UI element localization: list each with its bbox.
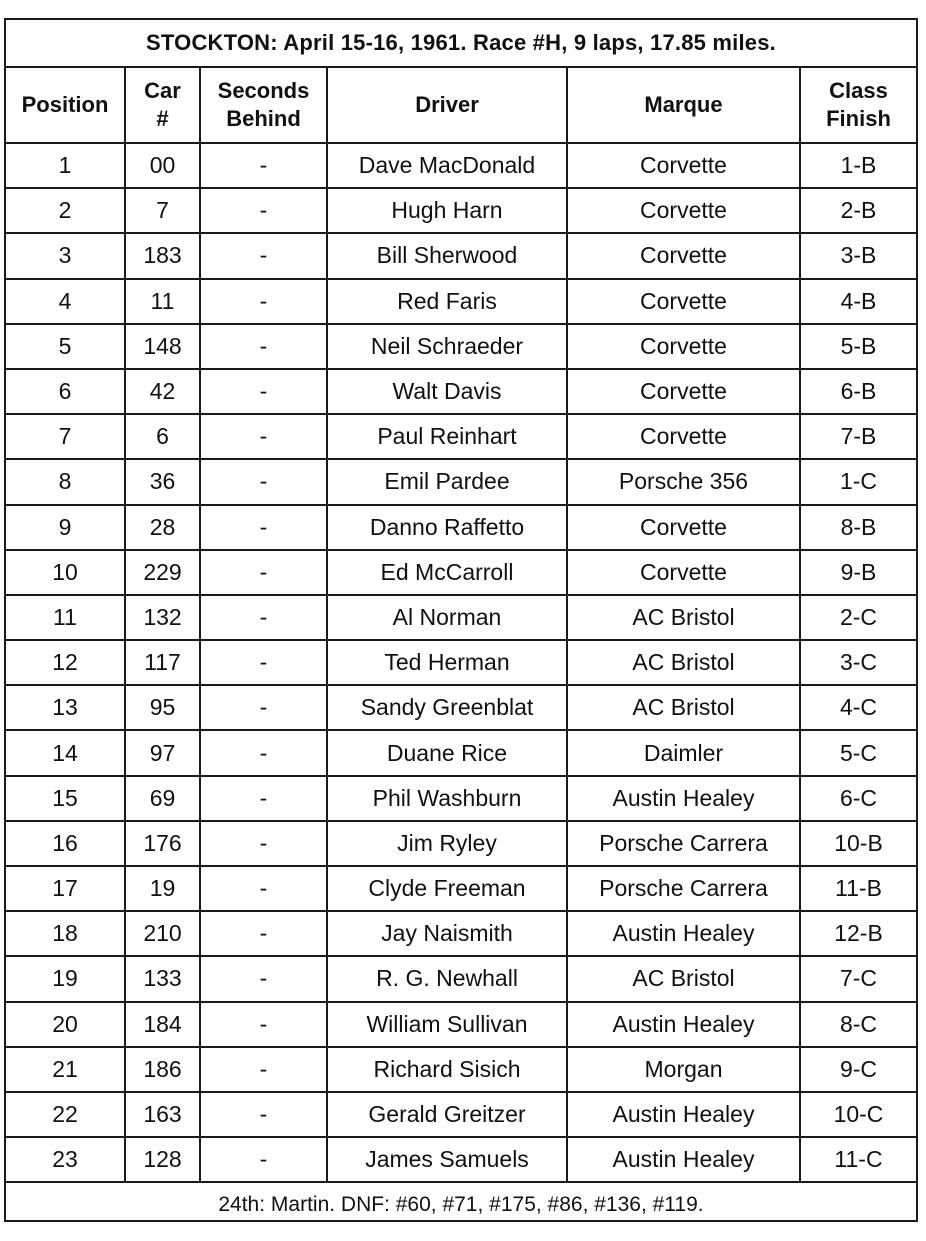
cell-driver: Paul Reinhart (327, 414, 567, 459)
cell-position: 10 (6, 550, 125, 595)
cell-marque: Corvette (567, 505, 800, 550)
cell-car-number: 6 (125, 414, 200, 459)
cell-marque: Austin Healey (567, 776, 800, 821)
table-row (6, 279, 916, 324)
header-seconds-line2: Behind (226, 106, 301, 131)
cell-seconds-behind: - (200, 324, 327, 369)
cell-car-number: 210 (125, 911, 200, 956)
cell-class-finish: 3-C (800, 640, 916, 685)
cell-marque: Corvette (567, 279, 800, 324)
cell-marque: Austin Healey (567, 911, 800, 956)
cell-position: 22 (6, 1092, 125, 1137)
cell-position: 5 (6, 324, 125, 369)
table-row (6, 143, 916, 188)
header-marque-label: Marque (644, 92, 723, 117)
header-position (6, 68, 125, 143)
cell-driver: James Samuels (327, 1137, 567, 1182)
footer-note: 24th: Martin. DNF: #60, #71, #175, #86, #136, #119. (218, 1193, 704, 1217)
cell-car-number: 36 (125, 459, 200, 504)
cell-marque: Austin Healey (567, 1137, 800, 1182)
cell-position: 18 (6, 911, 125, 956)
cell-position: 4 (6, 279, 125, 324)
cell-car-number: 00 (125, 143, 200, 188)
cell-position: 19 (6, 956, 125, 1001)
results-sheet (4, 18, 918, 1222)
cell-car-number: 42 (125, 369, 200, 414)
cell-driver: Duane Rice (327, 730, 567, 775)
cell-marque: Corvette (567, 143, 800, 188)
cell-class-finish: 9-B (800, 550, 916, 595)
cell-position: 17 (6, 866, 125, 911)
cell-seconds-behind: - (200, 414, 327, 459)
table-row (6, 956, 916, 1001)
header-row (6, 68, 916, 143)
cell-driver: Neil Schraeder (327, 324, 567, 369)
header-class-line2: Finish (826, 106, 891, 131)
table-row (6, 550, 916, 595)
cell-car-number: 69 (125, 776, 200, 821)
cell-car-number: 117 (125, 640, 200, 685)
table-row (6, 1137, 916, 1182)
cell-driver: Emil Pardee (327, 459, 567, 504)
cell-seconds-behind: - (200, 911, 327, 956)
cell-car-number: 229 (125, 550, 200, 595)
cell-marque: AC Bristol (567, 956, 800, 1001)
cell-seconds-behind: - (200, 730, 327, 775)
cell-seconds-behind: - (200, 369, 327, 414)
results-table (6, 68, 916, 1183)
cell-car-number: 11 (125, 279, 200, 324)
table-row (6, 1047, 916, 1092)
header-marque (567, 68, 800, 143)
cell-seconds-behind: - (200, 640, 327, 685)
cell-driver: Ted Herman (327, 640, 567, 685)
cell-driver: Ed McCarroll (327, 550, 567, 595)
cell-seconds-behind: - (200, 866, 327, 911)
race-title: STOCKTON: April 15-16, 1961. Race #H, 9 laps, 17.85 miles. (6, 20, 916, 68)
cell-position: 6 (6, 369, 125, 414)
cell-position: 3 (6, 233, 125, 278)
cell-position: 8 (6, 459, 125, 504)
cell-driver: Walt Davis (327, 369, 567, 414)
table-row (6, 414, 916, 459)
cell-car-number: 163 (125, 1092, 200, 1137)
cell-marque: Daimler (567, 730, 800, 775)
cell-class-finish: 6-C (800, 776, 916, 821)
table-row (6, 730, 916, 775)
header-car-line2: # (156, 106, 169, 131)
cell-class-finish: 10-C (800, 1092, 916, 1137)
cell-position: 7 (6, 414, 125, 459)
cell-marque: Porsche 356 (567, 459, 800, 504)
cell-seconds-behind: - (200, 685, 327, 730)
cell-position: 14 (6, 730, 125, 775)
cell-driver: Gerald Greitzer (327, 1092, 567, 1137)
cell-car-number: 97 (125, 730, 200, 775)
cell-position: 21 (6, 1047, 125, 1092)
cell-marque: Morgan (567, 1047, 800, 1092)
cell-class-finish: 4-C (800, 685, 916, 730)
cell-seconds-behind: - (200, 595, 327, 640)
cell-class-finish: 1-B (800, 143, 916, 188)
cell-marque: Porsche Carrera (567, 821, 800, 866)
table-row (6, 866, 916, 911)
cell-position: 1 (6, 143, 125, 188)
cell-driver: Jay Naismith (327, 911, 567, 956)
cell-seconds-behind: - (200, 1092, 327, 1137)
cell-driver: Al Norman (327, 595, 567, 640)
cell-class-finish: 11-B (800, 866, 916, 911)
cell-marque: Austin Healey (567, 1092, 800, 1137)
table-row (6, 776, 916, 821)
cell-marque: Corvette (567, 233, 800, 278)
cell-seconds-behind: - (200, 459, 327, 504)
cell-car-number: 184 (125, 1002, 200, 1047)
cell-car-number: 186 (125, 1047, 200, 1092)
cell-car-number: 148 (125, 324, 200, 369)
cell-class-finish: 6-B (800, 369, 916, 414)
cell-position: 11 (6, 595, 125, 640)
cell-seconds-behind: - (200, 821, 327, 866)
cell-driver: Jim Ryley (327, 821, 567, 866)
table-row (6, 911, 916, 956)
cell-class-finish: 7-B (800, 414, 916, 459)
cell-position: 23 (6, 1137, 125, 1182)
cell-marque: Corvette (567, 369, 800, 414)
cell-car-number: 95 (125, 685, 200, 730)
cell-class-finish: 5-B (800, 324, 916, 369)
cell-class-finish: 7-C (800, 956, 916, 1001)
table-row (6, 324, 916, 369)
header-class (800, 68, 916, 143)
table-row (6, 640, 916, 685)
header-seconds-line1: Seconds (217, 78, 310, 103)
cell-driver: Hugh Harn (327, 188, 567, 233)
header-position-label: Position (21, 92, 109, 117)
table-row (6, 595, 916, 640)
table-row (6, 188, 916, 233)
table-row (6, 821, 916, 866)
header-class-line1: Class (829, 78, 888, 103)
cell-seconds-behind: - (200, 1002, 327, 1047)
table-row (6, 233, 916, 278)
cell-marque: Porsche Carrera (567, 866, 800, 911)
cell-class-finish: 9-C (800, 1047, 916, 1092)
cell-position: 2 (6, 188, 125, 233)
cell-car-number: 183 (125, 233, 200, 278)
cell-seconds-behind: - (200, 505, 327, 550)
table-row (6, 459, 916, 504)
table-row (6, 1092, 916, 1137)
cell-marque: AC Bristol (567, 685, 800, 730)
cell-class-finish: 12-B (800, 911, 916, 956)
header-car (125, 68, 200, 143)
cell-class-finish: 8-B (800, 505, 916, 550)
cell-seconds-behind: - (200, 776, 327, 821)
cell-driver: Danno Raffetto (327, 505, 567, 550)
cell-position: 16 (6, 821, 125, 866)
cell-driver: Dave MacDonald (327, 143, 567, 188)
cell-seconds-behind: - (200, 550, 327, 595)
cell-position: 9 (6, 505, 125, 550)
cell-position: 20 (6, 1002, 125, 1047)
cell-class-finish: 3-B (800, 233, 916, 278)
cell-car-number: 19 (125, 866, 200, 911)
cell-marque: Corvette (567, 414, 800, 459)
cell-class-finish: 10-B (800, 821, 916, 866)
cell-driver: Richard Sisich (327, 1047, 567, 1092)
cell-class-finish: 5-C (800, 730, 916, 775)
cell-seconds-behind: - (200, 143, 327, 188)
cell-marque: Corvette (567, 550, 800, 595)
cell-class-finish: 1-C (800, 459, 916, 504)
cell-car-number: 128 (125, 1137, 200, 1182)
cell-seconds-behind: - (200, 956, 327, 1001)
cell-car-number: 133 (125, 956, 200, 1001)
table-row (6, 369, 916, 414)
cell-class-finish: 11-C (800, 1137, 916, 1182)
cell-marque: Corvette (567, 324, 800, 369)
cell-driver: Red Faris (327, 279, 567, 324)
header-driver-label: Driver (415, 92, 479, 117)
cell-position: 13 (6, 685, 125, 730)
table-row (6, 1002, 916, 1047)
cell-class-finish: 8-C (800, 1002, 916, 1047)
cell-class-finish: 4-B (800, 279, 916, 324)
cell-car-number: 176 (125, 821, 200, 866)
cell-car-number: 7 (125, 188, 200, 233)
cell-driver: William Sullivan (327, 1002, 567, 1047)
cell-seconds-behind: - (200, 1047, 327, 1092)
table-row (6, 505, 916, 550)
cell-driver: R. G. Newhall (327, 956, 567, 1001)
cell-marque: Austin Healey (567, 1002, 800, 1047)
cell-seconds-behind: - (200, 1137, 327, 1182)
header-car-line1: Car (144, 78, 181, 103)
cell-class-finish: 2-B (800, 188, 916, 233)
cell-class-finish: 2-C (800, 595, 916, 640)
cell-marque: AC Bristol (567, 595, 800, 640)
cell-driver: Sandy Greenblat (327, 685, 567, 730)
cell-driver: Bill Sherwood (327, 233, 567, 278)
header-driver (327, 68, 567, 143)
header-seconds (200, 68, 327, 143)
cell-car-number: 132 (125, 595, 200, 640)
cell-driver: Clyde Freeman (327, 866, 567, 911)
cell-position: 15 (6, 776, 125, 821)
cell-seconds-behind: - (200, 279, 327, 324)
table-row (6, 685, 916, 730)
cell-position: 12 (6, 640, 125, 685)
cell-marque: Corvette (567, 188, 800, 233)
cell-car-number: 28 (125, 505, 200, 550)
cell-driver: Phil Washburn (327, 776, 567, 821)
cell-seconds-behind: - (200, 233, 327, 278)
cell-seconds-behind: - (200, 188, 327, 233)
cell-marque: AC Bristol (567, 640, 800, 685)
